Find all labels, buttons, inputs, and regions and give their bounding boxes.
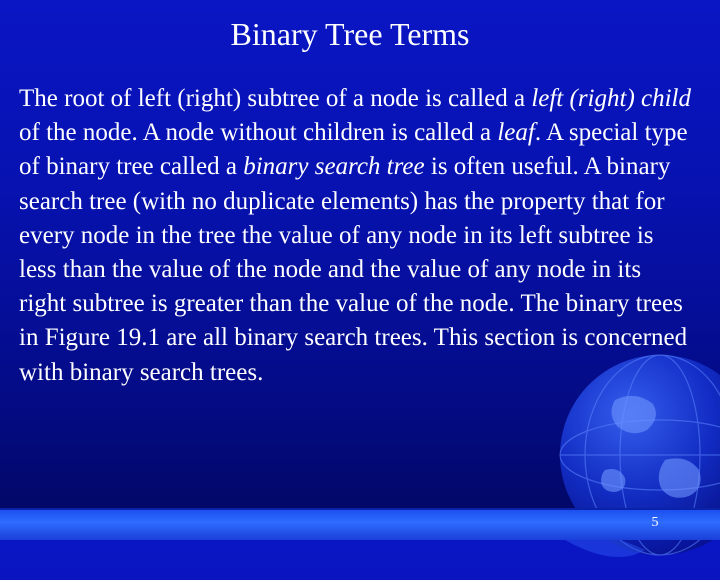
- term-binary-search-tree: binary search tree: [243, 153, 425, 181]
- slide-title: Binary Tree Terms: [230, 16, 470, 52]
- slide-body-text: [19, 82, 691, 390]
- footer-bar: [0, 510, 720, 540]
- body-segment: The root of left (right) subtree of a node is called a: [19, 85, 532, 112]
- body-segment: is often useful. A binary search tree (with no duplicate elements) has the property that for every node in the tree the value of any node in its left subtree is less than the value of the node and the value of any node in its right subtree is greater than the value of the node. The binary trees in Figure 19.1 are all binary search trees. This section is concerned with binary search trees.: [19, 153, 688, 386]
- term-leaf: leaf: [497, 119, 535, 147]
- body-segment: . A special type of binary tree called a: [19, 119, 688, 181]
- term-left-right-child: left (right) child: [531, 85, 692, 112]
- slide-number: 5: [651, 515, 659, 530]
- body-segment: of the node. A node without children is called a: [19, 119, 498, 147]
